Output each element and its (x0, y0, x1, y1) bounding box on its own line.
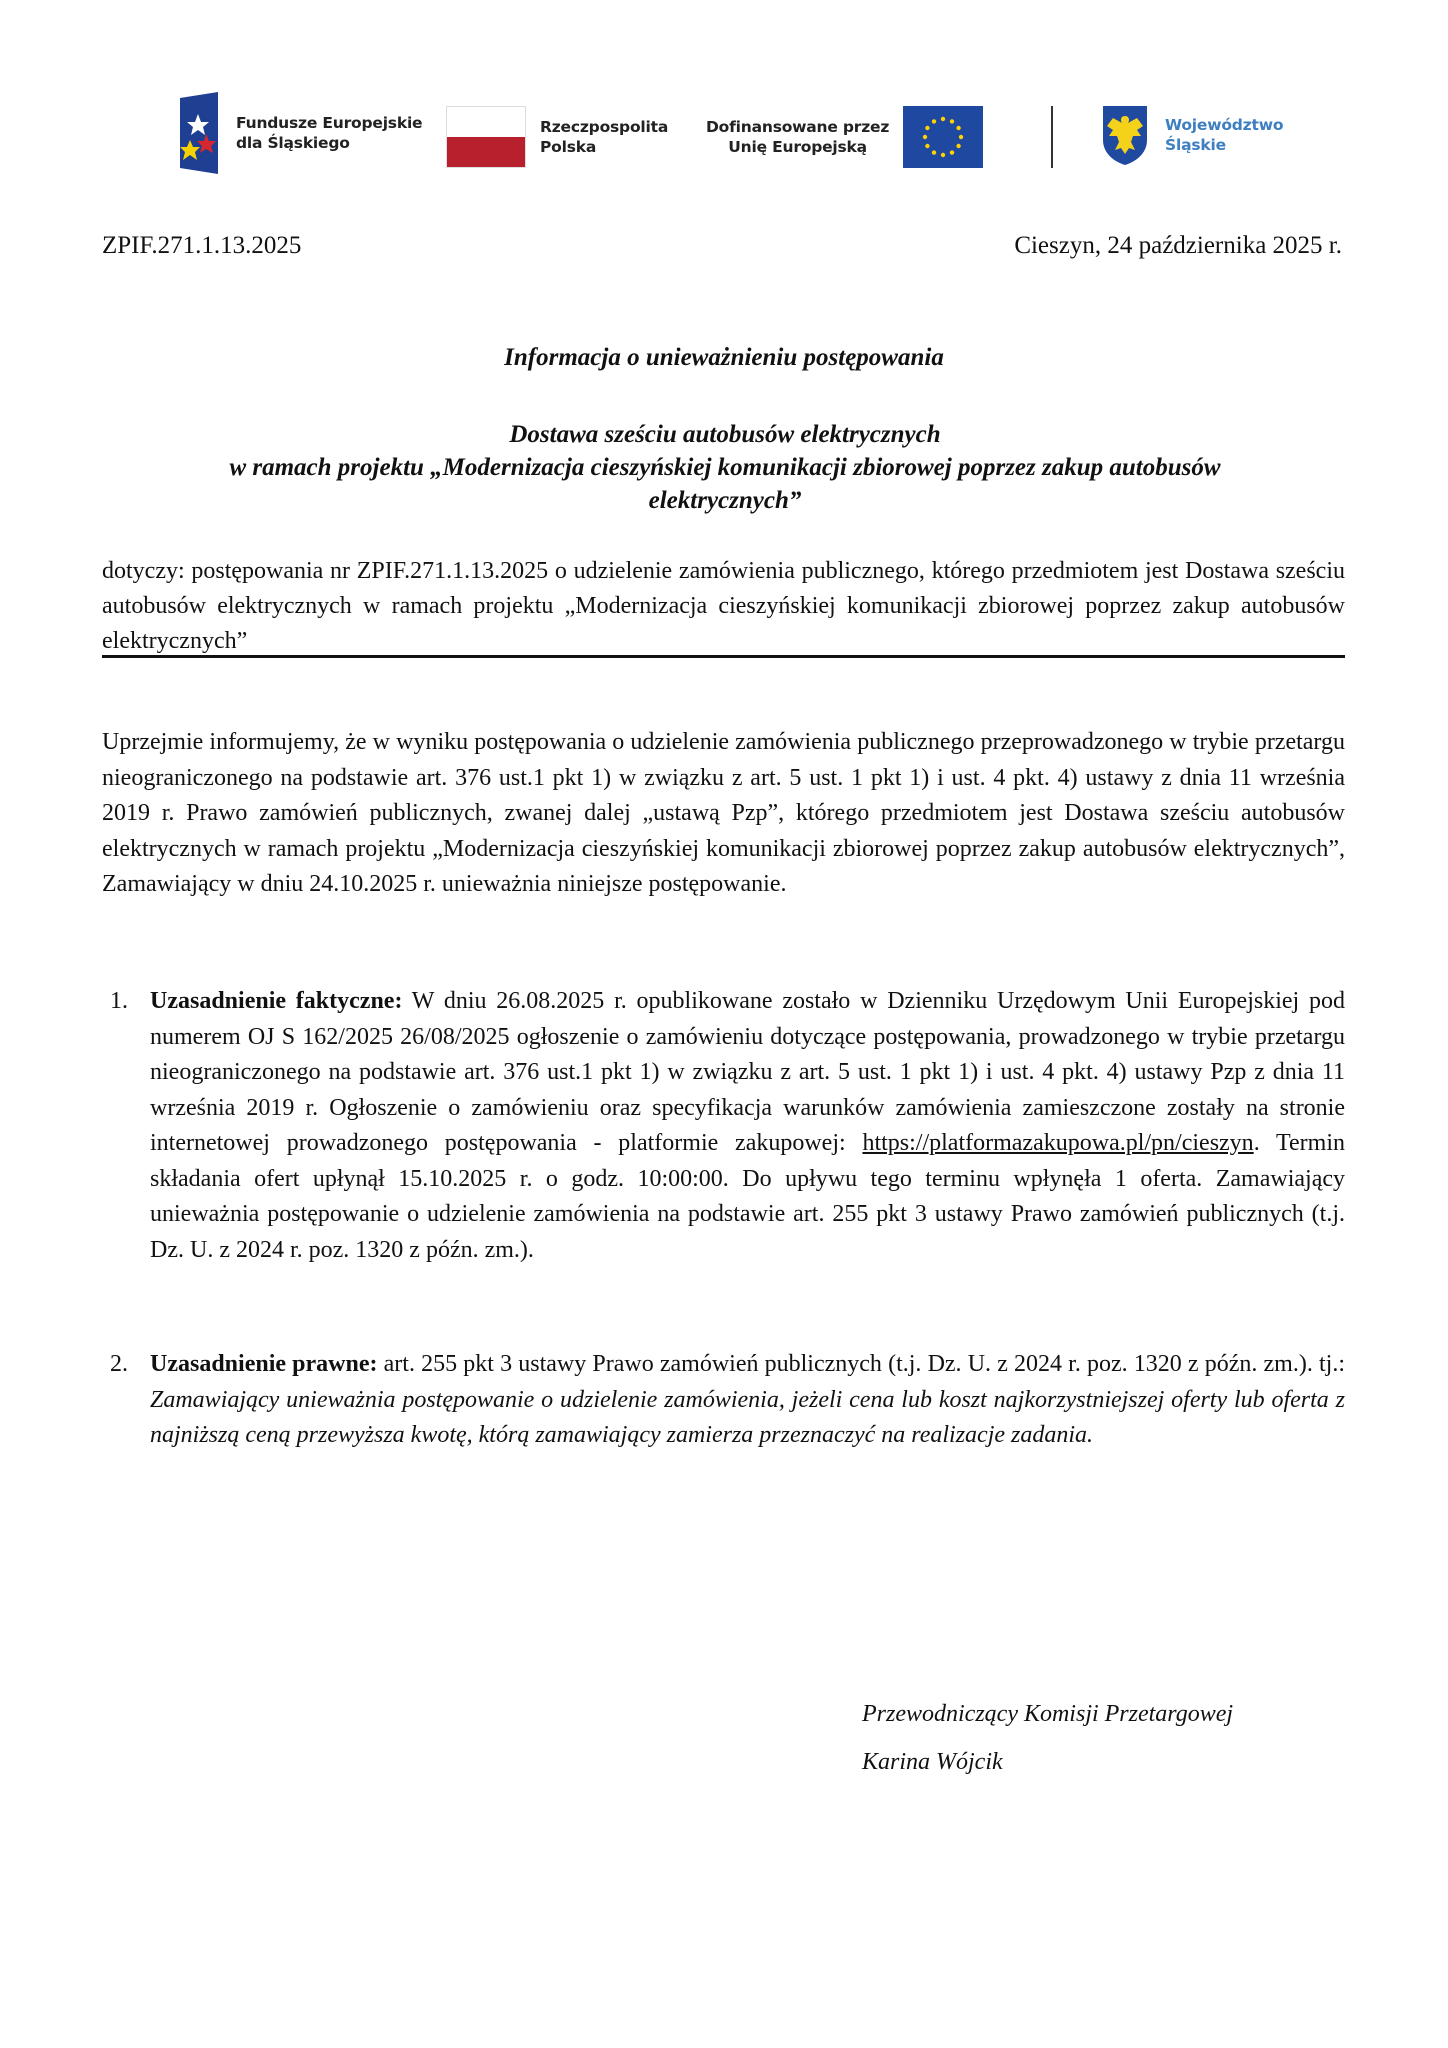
list-number: 2. (110, 1351, 128, 1377)
eu-star-icon (941, 117, 945, 121)
funds-europe-icon (176, 92, 222, 174)
logo-eu-line2: Unię Europejską (728, 138, 867, 156)
subject-line-1: Dostawa sześciu autobusów elektrycznych (509, 421, 941, 448)
reference-number: ZPIF.271.1.13.2025 (102, 232, 302, 259)
eu-star-icon (959, 135, 963, 139)
subject-line-2: w ramach projektu „Modernizacja cieszyńskiej komunikacji zbiorowej poprzez zakup autobusów elektrycznych” (229, 454, 1221, 514)
eu-star-icon (923, 135, 927, 139)
list-number: 1. (110, 988, 128, 1014)
logo-divider (1051, 106, 1053, 168)
eu-star-icon (925, 126, 929, 130)
logo-eu (706, 106, 983, 168)
list-heading: Uzasadnienie faktyczne: (150, 988, 403, 1014)
logo-rzeczpospolita (446, 106, 668, 168)
eu-star-icon (925, 144, 929, 148)
polish-flag-icon (446, 106, 526, 168)
eu-star-icon (957, 144, 961, 148)
platform-link[interactable]: https://platformazakupowa.pl/pn/cieszyn (862, 1130, 1254, 1156)
eu-star-icon (950, 150, 954, 154)
list-item-legal (102, 1347, 1345, 1454)
list-text: W dniu 26.08.2025 r. opublikowane zostało w Dzienniku Urzędowym Unii Europejskiej pod numerem OJ S 162/2025 26/08/2025 ogłoszenie o zamówieniu dotyczące postępowania, prowadzonego w trybie przetargu nieograniczonego na podstawie art. 376 ust.1 pkt 1) w związku z art. 5 ust. 1 pkt 1) i ust. 4 pkt. 4) ustawy Pzp z dnia 11 września 2019 r. Ogłoszenie o zamówieniu oraz specyfikacja warunków zamówienia zamieszczone zostały na stronie internetowej prowadzonego postępowania - platformie zakupowej: (150, 988, 1345, 1156)
list-heading: Uzasadnienie prawne: (150, 1351, 378, 1377)
eu-star-icon (957, 126, 961, 130)
logo-wojewodztwo-slaskie (1101, 104, 1283, 166)
logo-fe-line1: Fundusze Europejskie (236, 114, 423, 132)
logo-bar (176, 92, 1296, 178)
list-body (150, 1347, 1345, 1454)
logo-ws-line1: Województwo (1165, 116, 1284, 134)
list-text: art. 255 pkt 3 ustawy Prawo zamówień publicznych (t.j. Dz. U. z 2024 r. poz. 1320 z późn. zm.). tj.: (377, 1351, 1346, 1377)
document-title: Informacja o unieważnieniu postępowania (504, 344, 944, 371)
eu-star-icon (950, 119, 954, 123)
legal-quote: Zamawiający unieważnia postępowanie o udzielenie zamówienia, jeżeli cena lub koszt najkorzystniejszej oferty lub oferta z najniższą ceną przewyższa kwotę, którą zamawiający zamierza przeznaczyć na realizacje zadania. (150, 1386, 1345, 1448)
eu-flag-icon (903, 106, 983, 168)
list-item-factual (102, 984, 1345, 1268)
eu-star-icon (932, 150, 936, 154)
logo-eu-line1: Dofinansowane przez (706, 118, 890, 136)
silesian-eagle-icon (1101, 104, 1149, 166)
intro-paragraph: Uprzejmie informujemy, że w wyniku postępowania o udzielenie zamówienia publicznego przeprowadzonego w trybie przetargu nieograniczonego na podstawie art. 376 ust.1 pkt 1) w związku z art. 5 ust. 1 pkt 1) i ust. 4 pkt. 4) ustawy z dnia 11 września 2019 r. Prawo zamówień publicznych, zwanej dalej „ustawą Pzp”, którego przedmiotem jest Dostawa sześciu autobusów elektrycznych w ramach projektu „Modernizacja cieszyńskiej komunikacji zbiorowej poprzez zakup autobusów elektrycznych”, Zamawiający w dniu 24.10.2025 r. unieważnia niniejsze postępowanie. (102, 729, 1345, 897)
logo-fe-line2: dla Śląskiego (236, 134, 350, 152)
horizontal-divider (102, 655, 1345, 658)
logo-rp-line1: Rzeczpospolita (540, 118, 669, 136)
list-body (150, 984, 1345, 1268)
signature-name: Karina Wójcik (862, 1749, 1003, 1775)
eu-star-icon (941, 153, 945, 157)
logo-fundusze-europejskie (176, 92, 422, 174)
eu-star-icon (932, 119, 936, 123)
list-text-continued: . Termin składania ofert upłynął 15.10.2025 r. o godz. 10:00:00. Do upływu tego terminu wpłynęła 1 oferta. Zamawiający unieważnia postępowanie o udzielenie zamówienia na podstawie art. 255 pkt 3 ustawy Prawo zamówień publicznych (t.j. Dz. U. z 2024 r. poz. 1320 z późn. zm.). (150, 1130, 1345, 1263)
place-and-date: Cieszyn, 24 października 2025 r. (1014, 232, 1342, 259)
regarding-paragraph: dotyczy: postępowania nr ZPIF.271.1.13.2025 o udzielenie zamówienia publicznego, którego przedmiotem jest Dostawa sześciu autobusów elektrycznych w ramach projektu „Modernizacja cieszyńskiej komunikacji zbiorowej poprzez zakup autobusów elektrycznych” (102, 558, 1345, 654)
logo-ws-line2: Śląskie (1165, 136, 1226, 154)
document-subject (150, 418, 1300, 517)
signature-block (862, 1690, 1233, 1786)
signature-role: Przewodniczący Komisji Przetargowej (862, 1701, 1234, 1727)
logo-rp-line2: Polska (540, 138, 597, 156)
